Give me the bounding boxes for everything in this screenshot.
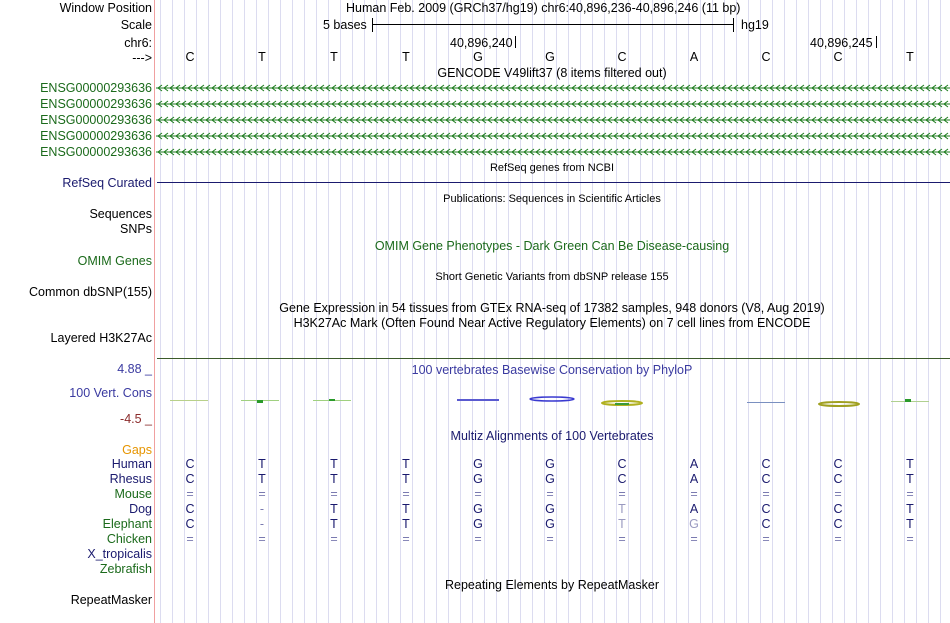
- alignment-base: =: [186, 532, 194, 546]
- alignment-base: C: [833, 517, 843, 531]
- alignment-base: =: [546, 487, 554, 501]
- alignment-base: -: [259, 502, 265, 516]
- alignment-base: =: [546, 532, 554, 546]
- phylop-signal-plot: [155, 392, 950, 412]
- gencode-gene-strand[interactable]: [156, 113, 950, 127]
- alignment-base: =: [618, 487, 626, 501]
- scale-assembly: hg19: [741, 18, 769, 32]
- alignment-base: =: [474, 487, 482, 501]
- alignment-base: C: [185, 457, 195, 471]
- gencode-gene-label[interactable]: ENSG00000293636: [40, 81, 152, 95]
- alignment-base: T: [906, 457, 914, 471]
- refseq-track-title[interactable]: RefSeq genes from NCBI: [489, 162, 615, 174]
- alignment-base: A: [689, 457, 699, 471]
- alignment-base: =: [330, 487, 338, 501]
- alignment-base: C: [761, 502, 771, 516]
- vert-cons-label[interactable]: 100 Vert. Cons: [69, 386, 152, 400]
- alignment-base: C: [617, 472, 627, 486]
- gencode-gene-strand[interactable]: [156, 129, 950, 143]
- alignment-base: C: [833, 472, 843, 486]
- refseq-gene-line[interactable]: [157, 182, 950, 183]
- alignment-base: -: [259, 517, 265, 531]
- phylop-max-value: 4.88 _: [117, 362, 152, 376]
- base-letter: C: [617, 50, 627, 64]
- coord-right-tick: [876, 36, 877, 48]
- alignment-base: =: [906, 532, 914, 546]
- alignment-base: =: [402, 532, 410, 546]
- alignment-base: C: [617, 457, 627, 471]
- alignment-base: G: [545, 457, 555, 471]
- phylop-bars: [170, 397, 929, 406]
- snps-label[interactable]: SNPs: [120, 222, 152, 236]
- scale-bar-right-tick: [733, 18, 734, 32]
- dbsnp-track-title[interactable]: Short Genetic Variants from dbSNP release 155: [435, 271, 669, 283]
- scale-bar-left-tick: [372, 18, 373, 32]
- alignment-base: G: [473, 457, 483, 471]
- base-letter: G: [473, 50, 483, 64]
- alignment-base: =: [258, 532, 266, 546]
- scale-value: 5 bases: [323, 18, 367, 32]
- species-label[interactable]: Elephant: [102, 517, 152, 531]
- phylop-bar-6: [530, 397, 574, 401]
- species-label[interactable]: Zebrafish: [99, 562, 152, 576]
- alignment-base: G: [545, 472, 555, 486]
- base-letter: T: [258, 50, 266, 64]
- species-label[interactable]: X_tropicalis: [87, 547, 152, 561]
- alignment-base: G: [473, 502, 483, 516]
- phylop-track-title[interactable]: 100 vertebrates Basewise Conservation by PhyloP: [411, 363, 693, 377]
- gencode-track-title[interactable]: GENCODE V49lift37 (8 items filtered out): [437, 66, 667, 80]
- alignment-base: G: [545, 517, 555, 531]
- gtex-track-title[interactable]: Gene Expression in 54 tissues from GTEx RNA-seq of 17382 samples, 948 donors (V8, Aug 2019): [279, 301, 825, 315]
- label-column-separator: [154, 0, 155, 623]
- alignment-base: T: [402, 472, 410, 486]
- gencode-gene-strand[interactable]: [156, 97, 950, 111]
- alignment-base: G: [473, 472, 483, 486]
- coord-left: 40,896,240: [450, 36, 513, 50]
- alignment-base: C: [761, 457, 771, 471]
- alignment-base: =: [402, 487, 410, 501]
- sequences-label[interactable]: Sequences: [89, 207, 152, 221]
- h3k27ac-track-title[interactable]: H3K27Ac Mark (Often Found Near Active Regulatory Elements) on 7 cell lines from ENCODE: [293, 316, 811, 330]
- scale-bar: [372, 24, 733, 25]
- gencode-gene-label[interactable]: ENSG00000293636: [40, 129, 152, 143]
- coord-left-tick: [515, 36, 516, 48]
- chrom-label: chr6:: [124, 36, 152, 50]
- alignment-base: A: [689, 472, 699, 486]
- alignment-base: C: [185, 472, 195, 486]
- species-label[interactable]: Rhesus: [109, 472, 152, 486]
- base-letter: T: [330, 50, 338, 64]
- phylop-bar-1: [170, 400, 208, 401]
- alignment-base: G: [689, 517, 699, 531]
- alignment-base: =: [690, 532, 698, 546]
- alignment-base: =: [474, 532, 482, 546]
- alignment-base: T: [402, 457, 410, 471]
- phylop-bar-2-peak: [257, 400, 263, 403]
- common-dbsnp-label[interactable]: Common dbSNP(155): [29, 285, 152, 299]
- alignment-base: T: [330, 457, 338, 471]
- base-letter: G: [545, 50, 555, 64]
- alignment-base: =: [834, 487, 842, 501]
- alignment-base: T: [330, 502, 338, 516]
- alignment-base: =: [258, 487, 266, 501]
- alignment-base: =: [834, 532, 842, 546]
- alignment-base: T: [906, 472, 914, 486]
- refseq-curated-label[interactable]: RefSeq Curated: [62, 176, 152, 190]
- base-letter: T: [402, 50, 410, 64]
- phylop-bar-11-peak: [905, 399, 911, 402]
- phylop-bar-3-peak: [329, 399, 335, 401]
- gaps-label[interactable]: Gaps: [122, 443, 152, 457]
- alignment-base: T: [330, 472, 338, 486]
- publications-track-title[interactable]: Publications: Sequences in Scientific Articles: [443, 193, 661, 205]
- base-letter: T: [906, 50, 914, 64]
- phylop-min-value: -4.5 _: [120, 412, 152, 426]
- alignment-base: T: [906, 517, 914, 531]
- coord-right: 40,896,245: [810, 36, 873, 50]
- species-label[interactable]: Dog: [129, 502, 152, 516]
- omim-genes-label[interactable]: OMIM Genes: [77, 254, 152, 268]
- alignment-base: T: [402, 517, 410, 531]
- multiz-track-title[interactable]: Multiz Alignments of 100 Vertebrates: [450, 429, 654, 443]
- alignment-base: C: [761, 517, 771, 531]
- gencode-gene-label[interactable]: ENSG00000293636: [40, 97, 152, 111]
- phylop-bar-5: [457, 399, 499, 401]
- window-position-value: Human Feb. 2009 (GRCh37/hg19) chr6:40,896,236-40,896,246 (11 bp): [346, 1, 741, 15]
- alignment-base: T: [258, 472, 266, 486]
- phylop-bar-7-peak: [615, 403, 629, 405]
- base-letter: A: [689, 50, 699, 64]
- alignment-base: =: [186, 487, 194, 501]
- alignment-base: T: [258, 457, 266, 471]
- alignment-base: C: [833, 502, 843, 516]
- species-label[interactable]: Mouse: [114, 487, 152, 501]
- alignment-base: G: [473, 517, 483, 531]
- alignment-base: T: [618, 502, 626, 516]
- base-letter: C: [833, 50, 843, 64]
- alignment-base: T: [402, 502, 410, 516]
- alignment-base: C: [761, 472, 771, 486]
- alignment-base: C: [833, 457, 843, 471]
- phylop-bar-10: [819, 402, 859, 406]
- alignment-base: =: [690, 487, 698, 501]
- alignment-base: =: [762, 487, 770, 501]
- omim-track-title[interactable]: OMIM Gene Phenotypes - Dark Green Can Be Disease-causing: [374, 239, 730, 253]
- alignment-base: C: [185, 517, 195, 531]
- phylop-bar-9: [747, 402, 785, 403]
- gencode-gene-strand[interactable]: [156, 145, 950, 159]
- alignment-base: =: [762, 532, 770, 546]
- alignment-base: A: [689, 502, 699, 516]
- alignment-base: =: [330, 532, 338, 546]
- alignment-base: T: [618, 517, 626, 531]
- h3k27ac-baseline: [157, 358, 950, 359]
- repeatmasker-label[interactable]: RepeatMasker: [70, 593, 152, 607]
- alignment-base: T: [330, 517, 338, 531]
- alignment-base: =: [906, 487, 914, 501]
- base-letter: C: [185, 50, 195, 64]
- alignment-base: G: [545, 502, 555, 516]
- alignment-base: C: [185, 502, 195, 516]
- gencode-gene-label[interactable]: ENSG00000293636: [40, 145, 152, 159]
- alignment-base: T: [906, 502, 914, 516]
- repeatmasker-track-title[interactable]: Repeating Elements by RepeatMasker: [444, 578, 660, 592]
- scale-label: Scale: [120, 18, 152, 32]
- layered-h3k27ac-label[interactable]: Layered H3K27Ac: [50, 331, 152, 345]
- species-label[interactable]: Chicken: [106, 532, 152, 546]
- strand-arrow-label: --->: [132, 51, 152, 65]
- window-position-label: Window Position: [59, 1, 152, 15]
- gencode-gene-strand[interactable]: [156, 81, 950, 95]
- gencode-gene-label[interactable]: ENSG00000293636: [40, 113, 152, 127]
- alignment-base: =: [618, 532, 626, 546]
- base-letter: C: [761, 50, 771, 64]
- species-label[interactable]: Human: [111, 457, 152, 471]
